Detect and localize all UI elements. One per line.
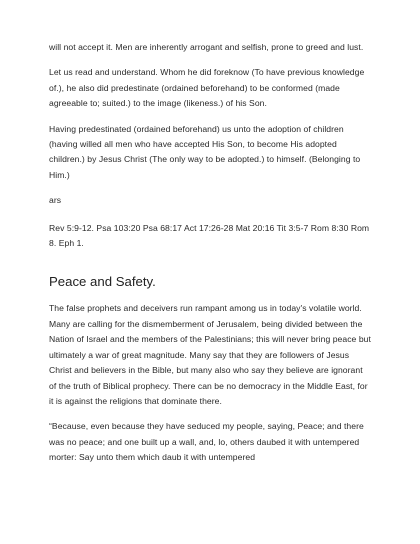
- scripture-references: Rev 5:9-12. Psa 103:20 Psa 68:17 Act 17:26-28 Mat 20:16 Tit 3:5-7 Rom 8:30 Rom 8. Eph 1.: [49, 222, 370, 249]
- body-paragraph: The false prophets and deceivers run rampant among us in today's volatile world. Many are calling for the dismemberment of Jerusalem, being divided between the Nation of Israel and the members of the Palestinians; this will never bring peace but ultimately a war of great magnitude. Many say that they are followers of Jesus Christ and believers in the Bible, but many also who say they believe are ignorant of the truth of Biblical prophecy. There can be no democracy in the Middle East, for it is against the religions that dominate there.: [49, 303, 371, 406]
- document-page: [49, 40, 371, 476]
- body-paragraph: Let us read and understand. Whom he did foreknow (To have previous knowledge of.), he also did predestinate (ordained beforehand) to be conformed (made agreeable to; suited.) to the image (likeness.) of his Son.: [49, 67, 365, 109]
- section-heading: Peace and Safety.: [49, 274, 156, 290]
- body-paragraph: Having predestinated (ordained beforehand) us unto the adoption of children (having willed all men who have accepted His Son, to become His adopted children.) by Jesus Christ (The only way to be adopted.) to himself. (Belonging to Him.): [49, 123, 361, 180]
- scripture-quote: “Because, even because they have seduced my people, saying, Peace; and there was no peace; and one built up a wall, and, lo, others daubed it with untempered morter: Say unto them which daub it with untempered: [49, 421, 364, 463]
- body-paragraph: will not accept it. Men are inherently arrogant and selfish, prone to greed and lust.: [49, 42, 364, 52]
- body-paragraph: ars: [49, 195, 62, 206]
